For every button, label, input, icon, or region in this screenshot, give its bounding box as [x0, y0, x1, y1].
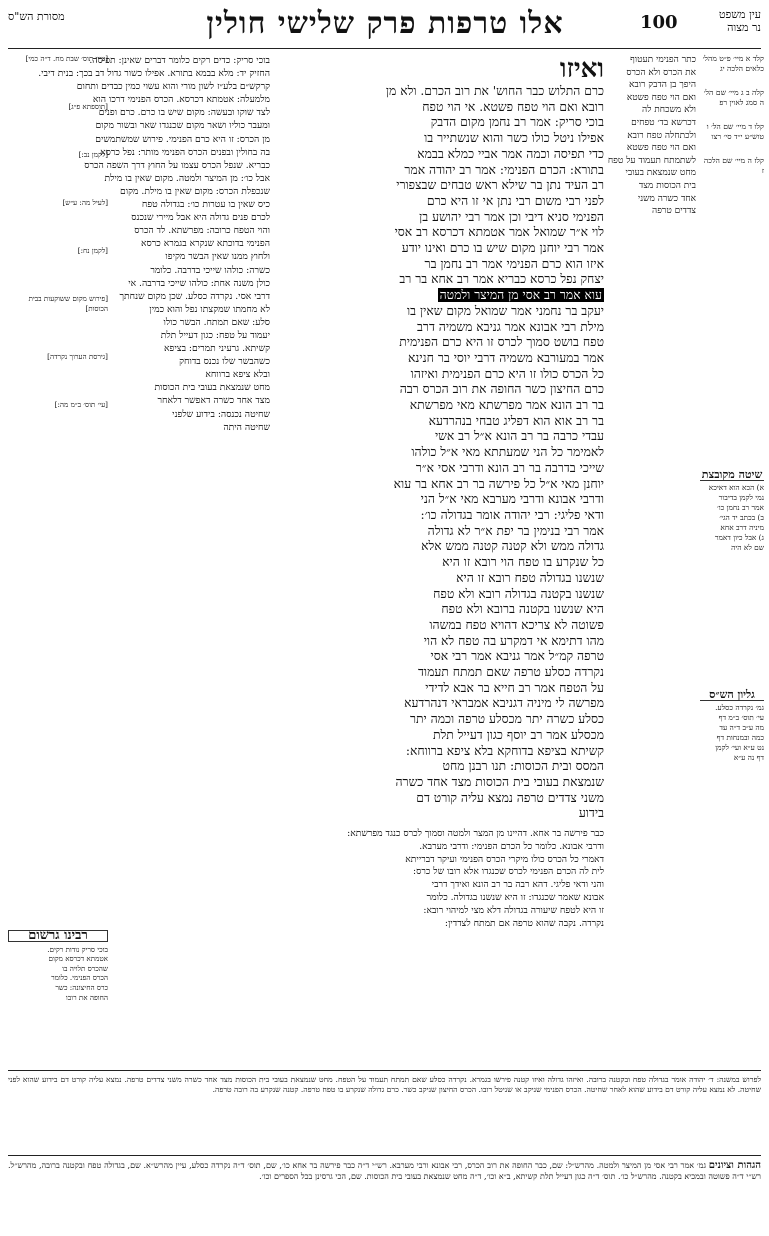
- masoret-note: [תוספתא פ״ג]: [68, 102, 108, 111]
- inner-rashi-line: ואם הוי טפח פשטא: [626, 143, 696, 154]
- rabbenu-title: רבינו גרשום: [8, 930, 108, 942]
- ein-mishpat-label: עין משפט נר מצוה: [718, 8, 761, 34]
- rabbenu-line: כרס החיצונה: כשר: [55, 982, 108, 992]
- rashi-line: נקרדה. נקבה שהוא טרפה אם תמתח לצדדין:: [444, 917, 604, 929]
- inner-rashi-line: אחד כשרה משני: [637, 193, 696, 204]
- footer-rule: [8, 1070, 761, 1071]
- gemara-line: כדי תפיסה וכמה אמר אביי כמלא בבמא: [417, 146, 604, 161]
- gemara-line: אמר במעורבא משמיה דרבי יוסי בר חנינא: [408, 350, 604, 365]
- inner-rashi-column: [608, 54, 696, 474]
- gemara-line: בתורא: הכרם הפנימי: אמר רב יהודה אמר: [404, 162, 604, 177]
- inner-rashi-line: בית הכוסות מצד: [638, 180, 696, 191]
- inner-rashi-line: היפך בן הדבק רובא: [628, 80, 696, 91]
- shita-line: נמי לקמן בדיבור: [718, 493, 764, 502]
- rashi-line: לית לה הכרם הפנימי לכרס שכנגדו אלא רובו של כרס:: [413, 866, 604, 878]
- tosafot-line: שחיטה נכנסה: בידוע שלפני: [172, 408, 270, 420]
- gemara-line: שנמצאת בעובי בית הכוסות מצד אחד כשרה: [395, 774, 604, 789]
- footer-commentary: לפרוש במשנה: ד׳ יהודה אומר בגדולה טפח ובקטנה ברובה. ואיזהו גדולה ואיזו קטנה פירשו בגמרא. נקרדה כסלע שאם תמתח תעמוד על הטפח. מחט שנמצאת בעובי בית הכוסות מצד אחד כשרה משני צדדים טרפה. נמצא עליה קורט דם בידוע שהוא לפני שחיטה. לא נמצא עליה קורט דם בידוע שהוא לאחר שחיטה. הכרס הפנימי שניקב או שניטל רובו. הכרס החיצון שניקב כשר. כרם גדולה שנקרע בו טפח טרפה. קטנה שנקרע בה רובה טרפה.: [8, 1075, 761, 1095]
- gemara-line: יוחנן מאי א״ל כל פירשה בר רב אחא בר עוא: [393, 476, 604, 491]
- gemara-line: מכסלע אמר רב יוסף כגון דעייל תלת: [432, 727, 604, 742]
- tosafot-line: אבל כו׳: מן המיצר ולמטה. מקום שאין בו מילת: [104, 172, 270, 184]
- gemara-line: נקרדה כסלע טרפה שאם תמתח תעמוד: [418, 665, 604, 680]
- gemara-line: בוכי סריק: אמר רב נחמן מקום הדבק: [430, 115, 604, 130]
- rabbenu-line: אטמתא דכרסא מקום: [48, 954, 108, 964]
- tosafot-line: והוי הטפח כרובה: מפרשתא. לד הכרס: [134, 225, 270, 237]
- gemara-line: לוי א״ר שמואל אמר אטמתא דכרסא רב אסי: [394, 225, 604, 240]
- tosafot-line: קרקש״ם בלע״ז לשון מורי והוא עשוי כמין כבדים ותחום: [76, 81, 270, 93]
- tosafot-line: קשיתא. גרעיני תמרים: בציפא: [164, 343, 270, 355]
- ein-mishpat-entry: קלו ד מיי׳ שם הל׳ ו טוש״ע י״ד סי׳ רצו: [706, 122, 764, 141]
- tosafot-line: מן הכרס: זו היא כרם הפנימי. פירוש שמשתמשים: [95, 133, 270, 145]
- gemara-line: לפני רבי משום רבי נתן אי זו היא כרם: [426, 193, 604, 208]
- gilyon-line: כמה ובמנחות דף: [716, 733, 764, 742]
- shita-line: אמר רב נחמן כו׳: [717, 503, 764, 512]
- gemara-line: אמר רבי יוחנן מקום שיש בו כרם ואינו יודע: [401, 241, 604, 256]
- rabbenu-gershom-box: [8, 930, 108, 1040]
- gemara-line: מהו דתימא אי דמקרע בה טפח לא הוי: [423, 633, 604, 648]
- gemara-line: היא שנשנו בקטנה ברובא ולא טפח: [441, 602, 604, 617]
- gemara-line: עבדי כרבה בר רב הונא א״ל רב אשי: [434, 429, 604, 444]
- gemara-line: מפרשה לי מיניה דגניבא אמבראי דנהרדעא: [404, 696, 604, 711]
- gilyon-line: נט ע״א ועי׳ לקמן: [715, 743, 764, 752]
- rabbenu-line: החופה את רובו: [65, 992, 108, 1002]
- gemara-line: פשוטה לא צריכא דהויא טפח במשהו: [429, 617, 604, 632]
- gemara-line: בידוע: [578, 806, 604, 821]
- gemara-line: אפילו ניטל כולו כשר והוא שנשתייר בו: [424, 131, 604, 146]
- gemara-line: כל הכרס כולו זו היא כרם הפנימית ואיזהו: [410, 366, 604, 381]
- tosafot-line: סלע: שאם תמתח. הבשר כולו: [163, 316, 270, 328]
- header-rule: [8, 48, 761, 49]
- gilyon-title: גליון הש״ס: [700, 690, 764, 701]
- shita-line: שם לא היה: [731, 543, 764, 552]
- gemara-line: טפח בושט סמוך לכרס זו היא כרם הפנימית: [399, 335, 604, 350]
- gilyon-lines: [700, 703, 764, 763]
- page-number: 100: [640, 12, 678, 33]
- gemara-line: ודרבי אבונא ודרבי מערבא מאי א״ל הני: [420, 492, 604, 507]
- gilyon-hashas-box: [700, 690, 764, 850]
- ein-mishpat-entry: קלה ב ג מיי׳ שם הל׳ ה סמג לאוין רפ: [703, 88, 764, 107]
- tosafot-line: ובלא ציפא ברווחא: [205, 369, 270, 381]
- tosafot-line: שנכפלת הכרס: מקום שאין בו מילת. מקום: [120, 185, 270, 197]
- tosafot-line: מלמעלה: אטמתא דכרסא. הכרס הפנימי דרכו הוא: [92, 94, 270, 106]
- ein-mishpat-entry: קלד א מיי׳ פ״ט מהל׳ כלאים הלכה יג: [702, 54, 764, 73]
- inner-rashi-line: ולא משכחת לה: [642, 105, 696, 116]
- gemara-line: קשיתא בציפא בדוחקא בלא ציפא ברווחא:: [405, 743, 604, 758]
- gemara-line: לאמימר כל הני שמעתתא מאי א״ל כולהו: [411, 445, 604, 460]
- masoret-note: [לקמן נב:]: [78, 150, 108, 159]
- rabbenu-lines: [8, 945, 108, 1003]
- gemara-line: כסלע כשרה יתר מכסלע טרפה וכמה יתר: [409, 712, 604, 727]
- tosafot-line: ולחוץ ממנו שאין הבשר מקיפו: [165, 251, 270, 263]
- tosafot-line: כבריא. שנפל הכרס עצמו על החוץ דרך השפה הכרס: [84, 159, 270, 171]
- tosafot-line: כולן משנה אחת: כולהו שייכי בדרבה. אי: [128, 277, 270, 289]
- gemara-line: שייכי בדרבה בר רב הונא ודרבי אסי א״ר: [415, 460, 604, 475]
- tosafot-line: בה בחולין ובפנים הכרס הפנימי מותר: נפל כרסא: [100, 146, 270, 158]
- page-title: אלו טרפות פרק שלישי חולין: [206, 6, 564, 41]
- gemara-line: בר רב אוא הוא דפליג טבחי בנהרדעא: [428, 413, 604, 428]
- gilyon-line: דף נה ע״א: [733, 753, 764, 762]
- inner-rashi-line: מחט שנמצאת בעובי: [625, 168, 696, 179]
- gemara-line: יצחק נפל כרסא כבריא אמר רב אחא בר רב: [399, 272, 604, 287]
- gemara-line: איזו הוא כרם הפנימי אמר רב נחמן בר: [424, 256, 604, 271]
- gemara-line: שנשנו בגדולה טפח רובא זו היא: [456, 570, 604, 585]
- rashi-line: והני ודאי פליגי. דהא רבה בר רב הונא ואידך דרבי: [431, 879, 604, 891]
- inner-rashi-line: דכרשא בד׳ טפחים: [631, 117, 696, 128]
- gemara-line: אמר רבי בנימין בר יפת א״ר לא גדולה: [427, 523, 604, 538]
- tosafot-line: לצד שוקו ובעשה: מקום שיש בו כרם. כרם ופנים: [98, 107, 270, 119]
- shita-line: מיניה דרב אחא: [720, 523, 764, 532]
- gemara-line: המסס ובית הכוסות: תנו רבנן מחט: [442, 759, 604, 774]
- rabbenu-line: שהכרס תלויה בו: [62, 963, 108, 973]
- gemara-column: [272, 54, 604, 1066]
- gemara-line: [272, 288, 604, 304]
- highlighted-phrase: עוא אמר רב אסי מן המיצר ולמטה: [439, 288, 602, 303]
- gemara-line: שנשנו בקטנה בגדולה רובא ולא טפח: [433, 586, 604, 601]
- inner-rashi-line: כתר הפנימי תעטוף: [630, 55, 696, 65]
- gilyon-line: מה ע״ב ד״ה עד: [719, 723, 764, 732]
- gemara-line: כל שנקרע בו טפח הוי רובא זו היא: [442, 555, 604, 570]
- gemara-line: רובא ואם הוי טפח פשטא. אי הוי טפח: [422, 99, 604, 114]
- tosafot-line: כשהבשר שלו נכנס בדוחק: [179, 356, 270, 368]
- tosafot-line: כשרה: כולהו שייכי בדרבה. כלומר: [150, 264, 270, 276]
- gemara-line: כרם החיצון כשר החופה את רוב הכרס רבה: [399, 382, 604, 397]
- rashi-line: כבר פירשה בר אחא. דהיינו מן המצר ולמטה וסמוך לכרס כנגד מפרשתא:: [347, 828, 604, 840]
- ein-mishpat-column: [700, 54, 764, 190]
- inner-rashi-line: צדדים טרפה: [652, 206, 696, 217]
- hagahot-section: [8, 1160, 761, 1232]
- inner-rashi-line: את הכרס ולא הכרס: [626, 67, 696, 78]
- rashi-line: זו היא לטפח שיעורה בגדולה דלא מצי למיהוי רובא:: [423, 904, 604, 916]
- tosafot-line: לכרם פנים גדולה היא אבל מיירי שנכנס: [131, 212, 270, 224]
- inner-rashi-line: לשתמתח תעמוד על טפח: [607, 155, 696, 166]
- shita-line: א) הכא הוא דאיכא: [708, 483, 764, 492]
- ein-mishpat-entry: קלז ה מיי׳ שם הלכה ז: [703, 156, 764, 175]
- hagahot-title: הגהות וציונים: [708, 1160, 762, 1171]
- gemara-lead-word: ואיזו: [559, 54, 604, 84]
- gemara-line: יעקב בר נחמני אמר שמואל מקום שאין בו: [407, 303, 604, 318]
- inner-rashi-line: ולכתחלה טפח רובא: [627, 130, 696, 141]
- hagahot-text: גמ׳ אמר רבי אסי מן המיצר ולמטה. מהרש״ל: שם, כבר החופה את רוב הכרס, רבי אבונא ורבי מערבא. רש״י ד״ה כבר פירשה בר אחא כו׳, שם, תוס׳ ד״ה נקרדה כסלע, עיין מהרש״א. שם, בגדולה טפח ובקטנה ברובה, מהרש״ל. רש״י ד״ה פשוטה ובמכיא בקטנה. מהרש״ל כו׳. תוס׳ ד״ה כגון דעייל תלת קשיתא, ב״א וכו׳, ד״ה מחט שנמצאת בעובי בית הכוסות. שם, הכי גרסינן בכל הספרים וכו׳.: [8, 1161, 761, 1181]
- shita-line: ב) בכתב יד הגי׳: [719, 513, 764, 522]
- gemara-line: גדולה ממש ולא קטנה קטנה ממש אלא: [421, 539, 604, 554]
- gemara-line: רב העיד נתן בר שילא ראש טבחים שבצפורי: [396, 178, 604, 193]
- shita-lines: [700, 483, 764, 553]
- shita-mekubetzet-box: [700, 470, 764, 670]
- tosafot-line: ומעבר כוליו ושאר מקום שכנגדו שאר ובשור מקום: [95, 120, 270, 132]
- masoret-note: [לעיל מה: ע״ש]: [62, 198, 108, 207]
- tosafot-line: בוכי סריק: כדים רקים כלומר דברים שאינן: תפיסה.: [89, 55, 270, 66]
- tosafot-line: יעמוד על טפח: כגון דעייל תלת: [160, 329, 270, 341]
- gemara-line: בר רב הונא אמר מפרשתא מאי מפרשתא: [409, 398, 604, 413]
- gemara-line: טרפה קמ״ל אמר גניבא אמר רבי אסי: [430, 649, 604, 664]
- gemara-line: כרם התלוש כבר החוש' את רוב הכרם. ולא מן: [385, 84, 604, 98]
- masoret-note: [פירוש מקום ששוקעות בבית הכוסות]: [28, 294, 108, 313]
- hagahot-rule: [8, 1155, 761, 1156]
- masoret-note: [עי׳ תוס׳ ב״מ מה:]: [54, 400, 108, 409]
- tosafot-line: שחיטה היתה: [223, 421, 270, 433]
- shita-title: שיטה מקובצת: [701, 468, 763, 481]
- page-header: [0, 6, 769, 46]
- tosafot-line: מחט שנמצאת בעובי בית הכוסות: [154, 382, 270, 394]
- masoret-label: מסורת הש"ס: [8, 10, 65, 23]
- masoret-note: [גירסת הערוך נקרדה]: [47, 352, 108, 361]
- rashi-line: ודרבי אבונא. כלומר כל הכרם הפנימי: ודרבי מערבא.: [419, 840, 604, 852]
- rashi-commentary: [272, 828, 604, 930]
- tosafot-line: דרבי אסי. נקרדה כסלע. שכן מקום שנחתך: [119, 290, 270, 302]
- tosafot-line: כיס שאין בו עטרות כו׳: בגדולה טפח: [141, 199, 270, 211]
- gemara-line: ודאי פליגי: רבי יהודה אומר בגדולה כו׳:: [420, 507, 604, 522]
- rabbenu-line: בוכי סריק נודות רקים.: [47, 944, 108, 954]
- gemara-line: הפנימי סניא דיבי וכן אמר רבי יהושע בן: [419, 209, 604, 224]
- gemara-text: [272, 84, 604, 822]
- gilyon-line: עי׳ תוס׳ ב״מ דף: [718, 713, 764, 722]
- tosafot-line: הפנימי בדוכתא שנקרא בגמרא כרסא: [141, 238, 270, 250]
- masoret-hashas-column: [8, 54, 108, 448]
- gemara-line: מילת רבי אבונא אמר גניבא משמיה דרב: [417, 319, 604, 334]
- tosafot-line: לא מחמתו שמקצתו נפל והוא כמין: [149, 303, 270, 315]
- tosafot-line: מצד אחד כשרה דאפשר דלאחר: [157, 395, 270, 407]
- gemara-line: משני צדדים טרפה נמצא עליה קורט דם: [416, 790, 604, 805]
- inner-rashi-line: ואם הוי טפח פשטא: [626, 92, 696, 103]
- rashi-line: דאמרי כל הכרס כולו מיקרי הכרס הפנימי ועיקר דברייתא: [405, 853, 604, 865]
- masoret-note: [עיין תוס׳ שבת מח. ד״ה כמי]: [25, 54, 108, 63]
- masoret-note: [לקמן נח:]: [77, 246, 108, 255]
- rabbenu-line: הכרס הפנימי. כלומר: [51, 973, 108, 983]
- gilyon-line: גמ׳ נקרדה כסלע.: [715, 703, 764, 712]
- rashi-line: אבונא שאמר שכנגדו: זו היא שנשנו בגדולה. כלומר: [426, 892, 604, 904]
- gemara-line: על הטפח אמר רב חייא בר אבא לדידי: [425, 680, 604, 695]
- tosafot-line: החזיק יד: מלא בבמא בתורא. אפילו כשור גדול דב בכך: בנית דיבי.: [38, 68, 270, 80]
- shita-line: ג) אבל כיון דאמר: [714, 533, 764, 542]
